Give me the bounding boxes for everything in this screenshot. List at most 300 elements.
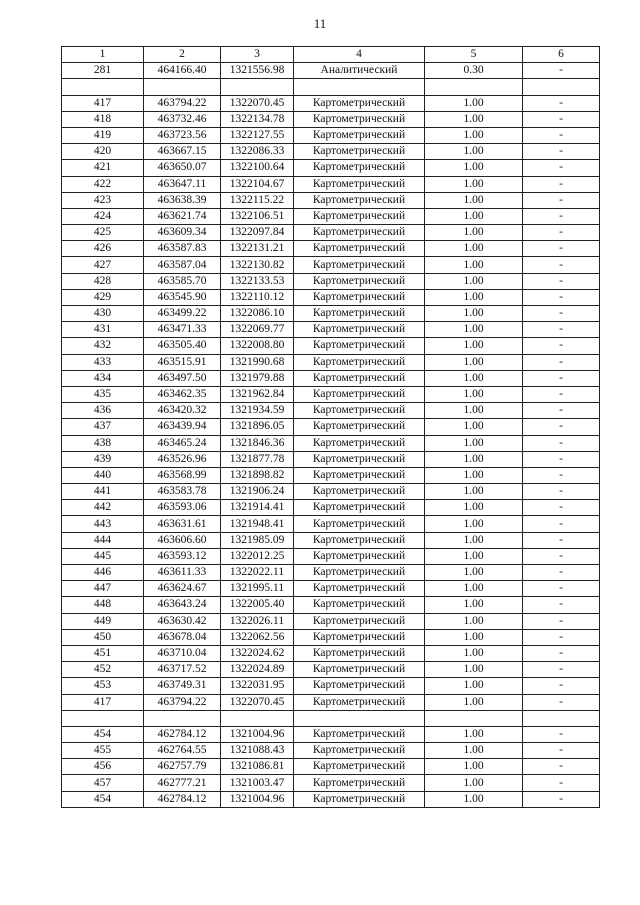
accuracy-cell: 1.00 [425,257,523,273]
table-row [62,160,600,176]
point-number-cell: 435 [62,386,144,402]
method-cell: Картометрический [294,338,425,354]
accuracy-cell: 1.00 [425,532,523,548]
accuracy-cell: 1.00 [425,160,523,176]
x-coordinate-cell: 463630.42 [144,613,221,629]
table-row [62,484,600,500]
point-number-cell: 444 [62,532,144,548]
method-cell: Картометрический [294,548,425,564]
y-coordinate-cell: 1321914.41 [221,500,294,516]
y-coordinate-cell: 1322031.95 [221,678,294,694]
note-cell: - [523,759,600,775]
note-cell: - [523,63,600,79]
table-row [62,192,600,208]
note-cell: - [523,629,600,645]
x-coordinate-cell: 463587.83 [144,241,221,257]
point-number-cell: 429 [62,289,144,305]
table-row [62,581,600,597]
x-coordinate-cell: 463593.12 [144,548,221,564]
method-cell: Картометрический [294,95,425,111]
table-row [62,354,600,370]
accuracy-cell [425,79,523,95]
x-coordinate-cell: 463420.32 [144,403,221,419]
x-coordinate-cell: 463526.96 [144,451,221,467]
table-row [62,759,600,775]
accuracy-cell: 1.00 [425,581,523,597]
accuracy-cell: 1.00 [425,694,523,710]
method-cell: Картометрический [294,354,425,370]
method-cell: Картометрический [294,208,425,224]
table-row [62,208,600,224]
x-coordinate-cell: 463794.22 [144,95,221,111]
x-coordinate-cell: 462764.55 [144,743,221,759]
accuracy-cell: 1.00 [425,354,523,370]
table-row [62,565,600,581]
point-number-cell: 419 [62,127,144,143]
point-number-cell: 455 [62,743,144,759]
method-cell: Картометрический [294,694,425,710]
y-coordinate-cell: 1321990.68 [221,354,294,370]
note-cell: - [523,127,600,143]
table-row [62,451,600,467]
point-number-cell: 443 [62,516,144,532]
note-cell: - [523,775,600,791]
accuracy-cell: 1.00 [425,662,523,678]
point-number-cell: 449 [62,613,144,629]
note-cell: - [523,289,600,305]
table-row [62,225,600,241]
y-coordinate-cell: 1322069.77 [221,322,294,338]
y-coordinate-cell: 1322012.25 [221,548,294,564]
method-cell: Картометрический [294,419,425,435]
point-number-cell: 428 [62,273,144,289]
method-cell: Картометрический [294,176,425,192]
table-row [62,775,600,791]
accuracy-cell: 1.00 [425,548,523,564]
note-cell: - [523,111,600,127]
y-coordinate-cell: 1322097.84 [221,225,294,241]
column-header: 4 [294,47,425,63]
accuracy-cell: 1.00 [425,144,523,160]
table-row [62,289,600,305]
point-number-cell: 454 [62,791,144,807]
note-cell: - [523,370,600,386]
y-coordinate-cell: 1321934.59 [221,403,294,419]
method-cell: Картометрический [294,726,425,742]
x-coordinate-cell: 463499.22 [144,306,221,322]
accuracy-cell: 1.00 [425,500,523,516]
y-coordinate-cell: 1322100.64 [221,160,294,176]
point-number-cell: 440 [62,467,144,483]
header-row [62,47,600,63]
x-coordinate-cell: 463568.99 [144,467,221,483]
x-coordinate-cell: 463611.33 [144,565,221,581]
y-coordinate-cell: 1321086.81 [221,759,294,775]
point-number-cell: 457 [62,775,144,791]
note-cell: - [523,565,600,581]
method-cell: Картометрический [294,500,425,516]
table-row [62,532,600,548]
y-coordinate-cell: 1322110.12 [221,289,294,305]
table-row [62,645,600,661]
x-coordinate-cell [144,79,221,95]
x-coordinate-cell: 463609.34 [144,225,221,241]
table-row [62,743,600,759]
table-row [62,338,600,354]
column-header: 5 [425,47,523,63]
y-coordinate-cell [221,79,294,95]
method-cell: Картометрический [294,386,425,402]
y-coordinate-cell: 1321995.11 [221,581,294,597]
note-cell: - [523,338,600,354]
accuracy-cell: 1.00 [425,791,523,807]
table-row [62,176,600,192]
table-row [62,694,600,710]
point-number-cell: 418 [62,111,144,127]
y-coordinate-cell: 1322127.55 [221,127,294,143]
table-row [62,710,600,726]
method-cell: Картометрический [294,322,425,338]
x-coordinate-cell: 463585.70 [144,273,221,289]
y-coordinate-cell: 1321004.96 [221,791,294,807]
y-coordinate-cell: 1322008.80 [221,338,294,354]
table-row [62,516,600,532]
method-cell: Картометрический [294,403,425,419]
method-cell: Картометрический [294,273,425,289]
note-cell: - [523,95,600,111]
note-cell: - [523,694,600,710]
page-number: 11 [313,16,327,31]
accuracy-cell: 1.00 [425,322,523,338]
accuracy-cell: 1.00 [425,419,523,435]
x-coordinate-cell: 463710.04 [144,645,221,661]
x-coordinate-cell: 463587.04 [144,257,221,273]
method-cell: Картометрический [294,306,425,322]
note-cell: - [523,435,600,451]
table-row [62,548,600,564]
note-cell: - [523,613,600,629]
point-number-cell: 437 [62,419,144,435]
method-cell: Картометрический [294,127,425,143]
y-coordinate-cell: 1321906.24 [221,484,294,500]
table-row [62,629,600,645]
table-row [62,144,600,160]
method-cell: Картометрический [294,516,425,532]
x-coordinate-cell: 463471.33 [144,322,221,338]
table-row [62,597,600,613]
table-row [62,662,600,678]
point-number-cell: 431 [62,322,144,338]
point-number-cell: 446 [62,565,144,581]
point-number-cell: 448 [62,597,144,613]
accuracy-cell: 1.00 [425,516,523,532]
point-number-cell: 424 [62,208,144,224]
y-coordinate-cell: 1322026.11 [221,613,294,629]
table-row [62,111,600,127]
point-number-cell [62,79,144,95]
column-header: 1 [62,47,144,63]
y-coordinate-cell: 1322130.82 [221,257,294,273]
accuracy-cell: 0.30 [425,63,523,79]
point-number-cell: 420 [62,144,144,160]
table-row [62,127,600,143]
x-coordinate-cell: 463638.39 [144,192,221,208]
method-cell: Картометрический [294,289,425,305]
note-cell: - [523,484,600,500]
x-coordinate-cell: 463749.31 [144,678,221,694]
note-cell: - [523,500,600,516]
point-number-cell: 432 [62,338,144,354]
note-cell: - [523,208,600,224]
x-coordinate-cell: 463678.04 [144,629,221,645]
point-number-cell: 427 [62,257,144,273]
accuracy-cell: 1.00 [425,208,523,224]
y-coordinate-cell: 1322131.21 [221,241,294,257]
x-coordinate-cell: 464166.40 [144,63,221,79]
point-number-cell: 453 [62,678,144,694]
method-cell: Картометрический [294,743,425,759]
y-coordinate-cell: 1322086.10 [221,306,294,322]
note-cell: - [523,354,600,370]
y-coordinate-cell: 1322062.56 [221,629,294,645]
accuracy-cell: 1.00 [425,95,523,111]
note-cell: - [523,678,600,694]
table-row [62,63,600,79]
x-coordinate-cell: 463732.46 [144,111,221,127]
y-coordinate-cell: 1321003.47 [221,775,294,791]
note-cell: - [523,645,600,661]
x-coordinate-cell: 463723.56 [144,127,221,143]
x-coordinate-cell: 462757.79 [144,759,221,775]
method-cell: Картометрический [294,581,425,597]
note-cell: - [523,273,600,289]
method-cell: Картометрический [294,192,425,208]
x-coordinate-cell: 463621.74 [144,208,221,224]
point-number-cell: 456 [62,759,144,775]
x-coordinate-cell: 463505.40 [144,338,221,354]
point-number-cell: 421 [62,160,144,176]
table-row [62,435,600,451]
table-row [62,726,600,742]
point-number-cell: 281 [62,63,144,79]
x-coordinate-cell: 463717.52 [144,662,221,678]
point-number-cell: 447 [62,581,144,597]
x-coordinate-cell: 463643.24 [144,597,221,613]
table-row [62,79,600,95]
point-number-cell: 426 [62,241,144,257]
y-coordinate-cell: 1321979.88 [221,370,294,386]
point-number-cell: 423 [62,192,144,208]
method-cell: Картометрический [294,160,425,176]
method-cell: Картометрический [294,370,425,386]
table-row [62,322,600,338]
column-header: 2 [144,47,221,63]
point-number-cell: 433 [62,354,144,370]
accuracy-cell: 1.00 [425,565,523,581]
table-row [62,419,600,435]
point-number-cell: 454 [62,726,144,742]
point-number-cell: 450 [62,629,144,645]
table-row [62,241,600,257]
note-cell: - [523,225,600,241]
x-coordinate-cell: 463647.11 [144,176,221,192]
note-cell: - [523,322,600,338]
note-cell: - [523,241,600,257]
accuracy-cell: 1.00 [425,629,523,645]
table-row [62,500,600,516]
note-cell: - [523,160,600,176]
note-cell: - [523,791,600,807]
accuracy-cell: 1.00 [425,289,523,305]
coordinates-table [61,46,600,808]
accuracy-cell: 1.00 [425,775,523,791]
table-row [62,306,600,322]
method-cell: Картометрический [294,791,425,807]
method-cell: Картометрический [294,759,425,775]
table-body [62,63,600,808]
point-number-cell: 417 [62,694,144,710]
method-cell: Картометрический [294,241,425,257]
note-cell: - [523,403,600,419]
column-header: 3 [221,47,294,63]
point-number-cell: 441 [62,484,144,500]
note-cell: - [523,532,600,548]
accuracy-cell: 1.00 [425,678,523,694]
x-coordinate-cell: 463462.35 [144,386,221,402]
y-coordinate-cell: 1322024.89 [221,662,294,678]
point-number-cell: 452 [62,662,144,678]
y-coordinate-cell: 1322104.67 [221,176,294,192]
accuracy-cell: 1.00 [425,613,523,629]
accuracy-cell: 1.00 [425,225,523,241]
x-coordinate-cell: 463497.50 [144,370,221,386]
method-cell [294,79,425,95]
method-cell: Картометрический [294,257,425,273]
accuracy-cell: 1.00 [425,192,523,208]
column-header: 6 [523,47,600,63]
x-coordinate-cell: 463794.22 [144,694,221,710]
x-coordinate-cell: 462784.12 [144,791,221,807]
point-number-cell [62,710,144,726]
point-number-cell: 436 [62,403,144,419]
method-cell: Картометрический [294,629,425,645]
x-coordinate-cell: 463624.67 [144,581,221,597]
point-number-cell: 434 [62,370,144,386]
point-number-cell: 430 [62,306,144,322]
table-row [62,613,600,629]
point-number-cell: 442 [62,500,144,516]
y-coordinate-cell: 1321962.84 [221,386,294,402]
accuracy-cell: 1.00 [425,386,523,402]
y-coordinate-cell: 1321985.09 [221,532,294,548]
method-cell: Картометрический [294,111,425,127]
accuracy-cell: 1.00 [425,597,523,613]
note-cell [523,79,600,95]
method-cell: Картометрический [294,484,425,500]
point-number-cell: 439 [62,451,144,467]
accuracy-cell: 1.00 [425,645,523,661]
x-coordinate-cell: 462784.12 [144,726,221,742]
note-cell: - [523,467,600,483]
table-row [62,257,600,273]
accuracy-cell: 1.00 [425,451,523,467]
accuracy-cell: 1.00 [425,743,523,759]
y-coordinate-cell: 1322106.51 [221,208,294,224]
method-cell: Картометрический [294,225,425,241]
method-cell [294,710,425,726]
accuracy-cell: 1.00 [425,370,523,386]
accuracy-cell: 1.00 [425,241,523,257]
note-cell [523,710,600,726]
y-coordinate-cell: 1322070.45 [221,694,294,710]
note-cell: - [523,306,600,322]
y-coordinate-cell: 1321004.96 [221,726,294,742]
y-coordinate-cell: 1321877.78 [221,451,294,467]
accuracy-cell: 1.00 [425,435,523,451]
accuracy-cell: 1.00 [425,176,523,192]
method-cell: Картометрический [294,565,425,581]
y-coordinate-cell [221,710,294,726]
note-cell: - [523,419,600,435]
note-cell: - [523,581,600,597]
y-coordinate-cell: 1322115.22 [221,192,294,208]
accuracy-cell: 1.00 [425,338,523,354]
point-number-cell: 422 [62,176,144,192]
y-coordinate-cell: 1321896.05 [221,419,294,435]
table-row [62,386,600,402]
table-row [62,273,600,289]
method-cell: Картометрический [294,613,425,629]
note-cell: - [523,516,600,532]
method-cell: Картометрический [294,467,425,483]
y-coordinate-cell: 1321898.82 [221,467,294,483]
x-coordinate-cell: 463545.90 [144,289,221,305]
note-cell: - [523,451,600,467]
y-coordinate-cell: 1321556.98 [221,63,294,79]
method-cell: Картометрический [294,532,425,548]
method-cell: Картометрический [294,775,425,791]
x-coordinate-cell: 463465.24 [144,435,221,451]
y-coordinate-cell: 1322086.33 [221,144,294,160]
accuracy-cell: 1.00 [425,127,523,143]
y-coordinate-cell: 1322134.78 [221,111,294,127]
accuracy-cell: 1.00 [425,306,523,322]
y-coordinate-cell: 1322133.53 [221,273,294,289]
accuracy-cell: 1.00 [425,273,523,289]
x-coordinate-cell: 463650.07 [144,160,221,176]
accuracy-cell [425,710,523,726]
method-cell: Картометрический [294,144,425,160]
x-coordinate-cell: 463593.06 [144,500,221,516]
note-cell: - [523,548,600,564]
y-coordinate-cell: 1322022.11 [221,565,294,581]
point-number-cell: 438 [62,435,144,451]
note-cell: - [523,257,600,273]
table-row [62,403,600,419]
point-number-cell: 451 [62,645,144,661]
accuracy-cell: 1.00 [425,759,523,775]
method-cell: Аналитический [294,63,425,79]
note-cell: - [523,144,600,160]
y-coordinate-cell: 1321088.43 [221,743,294,759]
table-row [62,678,600,694]
accuracy-cell: 1.00 [425,726,523,742]
y-coordinate-cell: 1322024.62 [221,645,294,661]
point-number-cell: 445 [62,548,144,564]
note-cell: - [523,597,600,613]
table-header [62,47,600,63]
accuracy-cell: 1.00 [425,484,523,500]
